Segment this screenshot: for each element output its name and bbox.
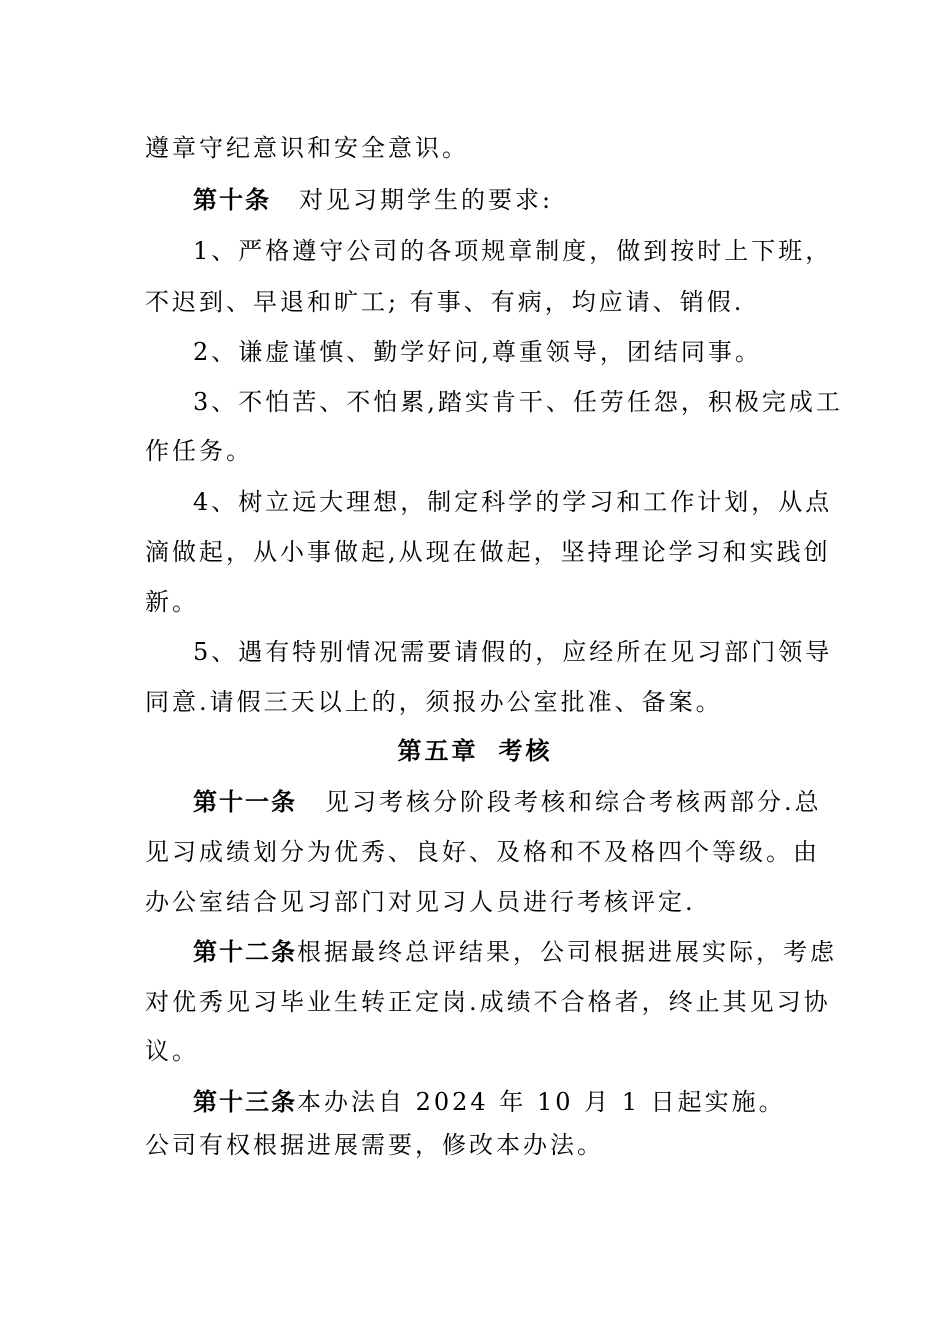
article-11-title: 第十一条: [193, 787, 297, 816]
item-3-line-2: 作任务。: [145, 437, 253, 465]
final-line: 公司有权根据进展需要，修改本办法。: [145, 1131, 604, 1159]
chapter-name: 考核: [498, 736, 553, 765]
article-10-text: 对见习期学生的要求:: [299, 186, 554, 214]
item-3-line-1: 3、不怕苦、不怕累,踏实肯干、任劳任怨，积极完成工: [193, 388, 843, 416]
item-5-line-2: 同意.请假三天以上的，须报办公室批准、备案。: [145, 688, 723, 716]
article-10-title: 第十条: [193, 185, 271, 214]
item-2-line-1: 2、谦虚谨慎、勤学好问,尊重领导，团结同事。: [193, 338, 762, 366]
item-4-line-2: 滴做起，从小事做起,从现在做起，坚持理论学习和实践创: [145, 538, 831, 566]
article-13-line-1: [193, 1082, 815, 1122]
item-1-line-1: 1、严格遵守公司的各项规章制度，做到按时上下班，: [193, 237, 833, 265]
article-10: [193, 180, 815, 220]
article-13-title: 第十三条: [193, 1087, 297, 1116]
article-12-line-1: [193, 932, 837, 972]
article-12-text: 根据最终总评结果，公司根据进展实际，考虑: [297, 938, 837, 966]
article-12-line-2: 对优秀见习毕业生转正定岗.成绩不合格者，终止其见习协: [145, 988, 831, 1016]
article-11-line-2: 见习成绩划分为优秀、良好、及格和不及格四个等级。由: [145, 838, 820, 866]
article-11-text: 见习考核分阶段考核和综合考核两部分.总: [325, 788, 822, 816]
item-5-line-1: 5、遇有特别情况需要请假的，应经所在见习部门领导: [193, 638, 833, 666]
item-4-line-3: 新。: [145, 588, 199, 616]
item-1-line-2: 不迟到、早退和旷工; 有事、有病，均应请、销假.: [145, 288, 745, 316]
article-12-title: 第十二条: [193, 937, 297, 966]
article-13-text: 本办法自 2024 年 10 月 1 日起实施。: [297, 1088, 786, 1116]
chapter-heading: [0, 731, 950, 771]
chapter-number: 第五章: [397, 736, 479, 765]
article-12-line-3: 议。: [145, 1037, 199, 1065]
article-11-line-3: 办公室结合见习部门对见习人员进行考核评定.: [145, 888, 696, 916]
paragraph-line: 遵章守纪意识和安全意识。: [145, 134, 469, 162]
article-11-line-1: [193, 782, 822, 822]
item-4-line-1: 4、树立远大理想，制定科学的学习和工作计划，从点: [193, 488, 833, 516]
